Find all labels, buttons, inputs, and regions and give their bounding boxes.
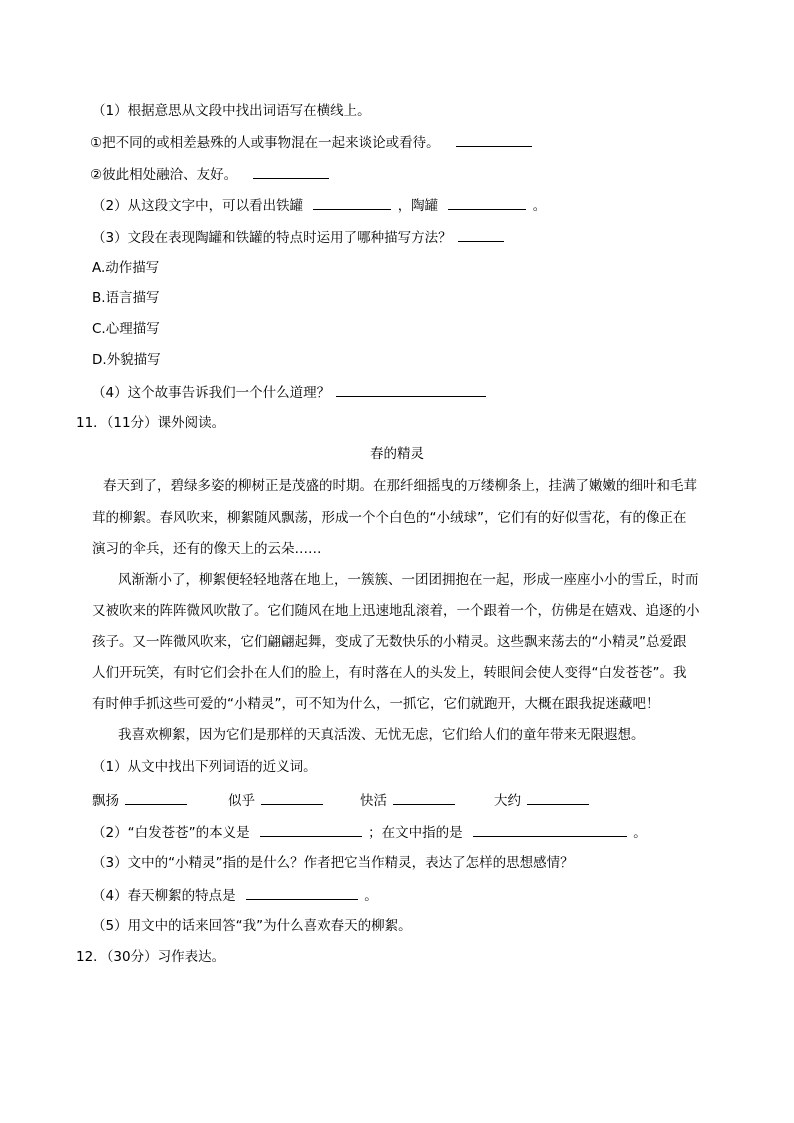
- q10-sub2-mid: ，陶罐: [397, 198, 439, 214]
- q10-option-d: D.外貌描写: [92, 352, 161, 368]
- q10-sub2-blank-tie[interactable]: [313, 195, 391, 210]
- q10-sub1: （1）根据意思从文段中找出词语写在横线上。: [92, 103, 371, 119]
- q11-word-1-blank[interactable]: [125, 790, 187, 805]
- q11-sub4: [92, 885, 378, 906]
- q10-sub2: [92, 195, 546, 216]
- q11-sub5: （5）用文中的话来回答“我”为什么喜欢春天的柳絮。: [92, 918, 412, 934]
- q10-item1-text: ①把不同的或相差悬殊的人或事物混在一起来谈论或看待。: [90, 135, 440, 151]
- q11-p1-line1: 春天到了，碧绿多姿的柳树正是茂盛的时期。在那纤细摇曳的万缕柳条上，挂满了嫩嫩的细叶和毛茸: [103, 478, 697, 494]
- q10-item2: [90, 164, 331, 185]
- q11-sub1: （1）从文中找出下列词语的近义词。: [92, 759, 317, 775]
- q11-p2-line5: 有时伸手抓这些可爱的“小精灵”，可不知为什么，一抓它，它们就跑开，大概在跟我捉迷藏吧！: [92, 696, 660, 712]
- q11-p2-line4: 人们开玩笑，有时它们会扑在人们的脸上，有时落在人的头发上，转眼间会使人变得“白发苍苍”。我: [92, 665, 687, 681]
- q11-header: 11．（11分）课外阅读。: [76, 415, 226, 431]
- q10-option-c: C.心理描写: [92, 321, 160, 337]
- q11-word-3-blank[interactable]: [393, 790, 455, 805]
- q10-sub3-text: （3）文段在表现陶罐和铁罐的特点时运用了哪种描写方法？: [92, 230, 452, 246]
- q11-sub2-blank-2[interactable]: [473, 822, 627, 837]
- q10-sub3-blank[interactable]: [458, 227, 504, 242]
- q10-sub3: [92, 227, 506, 248]
- q11-sub3: （3）文中的“小精灵”指的是什么？作者把它当作精灵，表达了怎样的思想感情？: [92, 855, 574, 871]
- q11-word-2-blank[interactable]: [261, 790, 323, 805]
- q11-p2-line2: 又被吹来的阵阵微风吹散了。它们随风在地上迅速地乱滚着，一个跟着一个，仿佛是在嬉戏、追逐的小: [92, 603, 700, 619]
- q11-word-1: 飘扬: [92, 793, 119, 809]
- q11-synonym-1: [92, 790, 189, 811]
- q11-p3: 我喜欢柳絮，因为它们是那样的天真活泼、无忧无虑，它们给人们的童年带来无限遐想。: [118, 727, 645, 743]
- q12-header: 12．（30分）习作表达。: [76, 949, 226, 965]
- q11-sub2: [92, 822, 647, 843]
- q10-sub2-text: （2）从这段文字中，可以看出铁罐: [92, 198, 304, 214]
- q11-sub4-text: （4）春天柳絮的特点是: [92, 888, 236, 904]
- q10-item2-blank[interactable]: [253, 164, 329, 179]
- q10-sub4-text: （4）这个故事告诉我们一个什么道理？: [92, 385, 331, 401]
- q11-word-3: 快活: [360, 793, 387, 809]
- q10-sub2-blank-tao[interactable]: [448, 195, 526, 210]
- q10-sub4-blank[interactable]: [336, 382, 486, 397]
- q11-synonym-2: [228, 790, 325, 811]
- q10-option-a: A.动作描写: [92, 260, 160, 276]
- q11-word-4: 大约: [494, 793, 521, 809]
- q11-synonym-3: [360, 790, 457, 811]
- q11-sub2-end: 。: [633, 825, 647, 841]
- q11-sub4-end: 。: [364, 888, 378, 904]
- q11-sub4-blank[interactable]: [246, 885, 358, 900]
- q10-option-b: B.语言描写: [92, 290, 160, 306]
- q11-sub2-blank-1[interactable]: [260, 822, 362, 837]
- q11-p1-line2: 茸的柳絮。春风吹来，柳絮随风飘荡，形成一个个白色的“小绒球”，它们有的好似雪花，有的像正在: [92, 510, 687, 526]
- q11-sub2-text: （2）“白发苍苍”的本义是: [92, 825, 250, 841]
- q10-sub2-end: 。: [532, 198, 547, 214]
- q11-passage-title: 春的精灵: [370, 446, 424, 462]
- q10-item2-text: ②彼此相处融洽、友好。: [90, 167, 238, 183]
- q11-synonym-4: [494, 790, 591, 811]
- q11-p2-line1: 风渐渐小了，柳絮便轻轻地落在地上，一簇簇、一团团拥抱在一起，形成一座座小小的雪丘，时而: [118, 572, 699, 588]
- q10-sub4: [92, 382, 488, 403]
- q11-word-2: 似乎: [228, 793, 255, 809]
- q11-sub2-mid: ；在文中指的是: [368, 825, 463, 841]
- q11-p2-line3: 孩子。又一阵微风吹来，它们翩翩起舞，变成了无数快乐的小精灵。这些飘来荡去的“小精灵”总爱跟: [92, 634, 687, 650]
- q11-p1-line3: 演习的伞兵，还有的像天上的云朵……: [92, 541, 322, 557]
- q10-item1-blank[interactable]: [456, 132, 532, 147]
- q11-word-4-blank[interactable]: [527, 790, 589, 805]
- q10-item1: [90, 132, 534, 153]
